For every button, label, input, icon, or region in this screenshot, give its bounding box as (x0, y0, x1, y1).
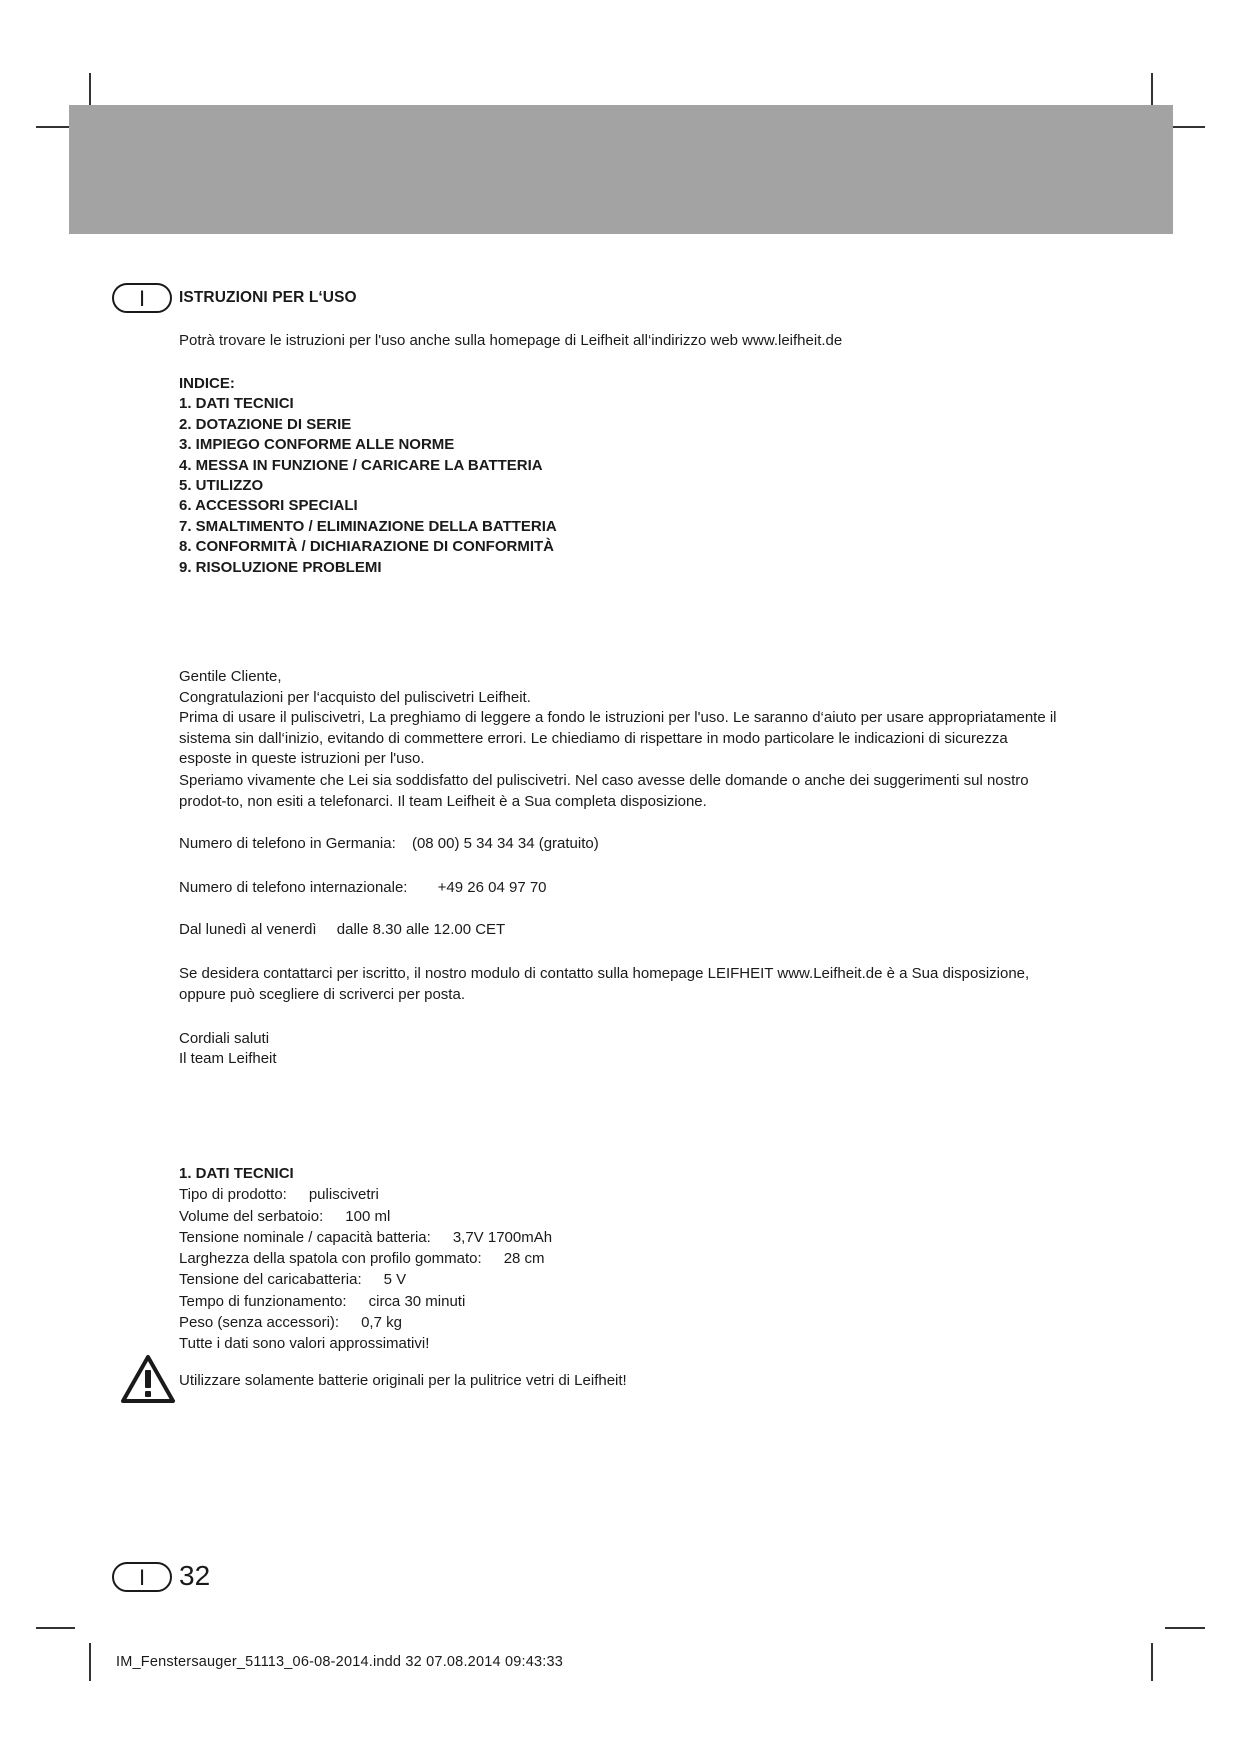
business-hours (179, 920, 505, 941)
header-band (69, 105, 1173, 234)
letter-congrats: Congratulazioni per l‘acquisto del puliscivetri Leifheit. (179, 689, 531, 706)
letter-signature: Il team Leifheit (179, 1050, 277, 1067)
letter-paragraph-1: Prima di usare il puliscivetri, La preghiamo di leggere a fondo le istruzioni per l'uso. Le saranno d‘aiuto per usare appropriatamente il sistema sin dall‘inizio, evitando di commettere errori. Le chiediamo di rispettare in modo particolare le indicazioni di sicurezza esposte in queste istruzioni per l'uso. (179, 709, 1057, 767)
page-language-code: I (138, 1565, 146, 1590)
warning-text: Utilizzare solamente batterie originali per la pulitrice vetri di Leifheit! (179, 1372, 627, 1389)
warning-icon (120, 1354, 176, 1409)
toc-item: 1. DATI TECNICI (179, 395, 294, 413)
spec-row (179, 1269, 552, 1290)
page-number: 32 (179, 1560, 211, 1591)
spec-value: puliscivetri (308, 1186, 379, 1204)
phone-germany (179, 834, 599, 855)
spec-value: circa 30 minuti (368, 1292, 466, 1310)
contact-paragraph: Se desidera contattarci per iscritto, il nostro modulo di contatto sulla homepage LEIFHEIT www.Leifheit.de è a Sua disposizione, oppure può scegliere di scriverci per posta. (179, 965, 1030, 1003)
toc-item: 8. CONFORMITÀ / DICHIARAZIONE DI CONFORMITÀ (179, 538, 554, 556)
toc-item: 7. SMALTIMENTO / ELIMINAZIONE DELLA BATTERIA (179, 517, 557, 535)
toc-item: 5. UTILIZZO (179, 477, 264, 495)
business-hours-label: Dal lunedì al venerdì (179, 921, 317, 938)
spec-label: Volume del serbatoio: (179, 1207, 324, 1225)
toc-item: 4. MESSA IN FUNZIONE / CARICARE LA BATTERIA (179, 456, 543, 474)
spec-label: Tensione del caricabatteria: (179, 1271, 362, 1289)
language-badge (111, 282, 173, 314)
page-language-badge-icon (111, 1561, 173, 1593)
print-footer: IM_Fenstersauger_51113_06-08-2014.indd 32 07.08.2014 09:43:33 (116, 1654, 564, 1670)
phone-international (179, 878, 547, 899)
spec-value: 0,7 kg (361, 1314, 402, 1332)
spec-row (179, 1312, 552, 1333)
spec-label: Tempo di funzionamento: (179, 1292, 347, 1310)
crop-mark-bottom-left-horizontal (36, 1627, 75, 1629)
technical-data (179, 1163, 552, 1355)
crop-mark-bottom-left-vertical (89, 1643, 91, 1681)
toc-item: 6. ACCESSORI SPECIALI (179, 497, 358, 515)
page-language-badge (111, 1561, 173, 1593)
phone-international-value: +49 26 04 97 70 (437, 879, 547, 896)
spec-label: Tipo di prodotto: (179, 1186, 287, 1204)
spec-value: 28 cm (503, 1250, 545, 1268)
spec-row (179, 1291, 552, 1312)
toc-item: 2. DOTAZIONE DI SERIE (179, 415, 352, 433)
spec-label: Larghezza della spatola con profilo gommato: (179, 1250, 482, 1268)
toc-heading: INDICE: (179, 375, 235, 392)
phone-germany-label: Numero di telefono in Germania: (179, 835, 396, 852)
letter-closing: Cordiali saluti (179, 1030, 270, 1047)
phone-international-label: Numero di telefono internazionale: (179, 879, 408, 896)
letter-greeting: Gentile Cliente, (179, 668, 282, 685)
toc-item: 9. RISOLUZIONE PROBLEMI (179, 558, 382, 576)
spec-value: 5 V (383, 1271, 407, 1289)
spec-value: 3,7V 1700mAh (452, 1228, 553, 1246)
spec-row (179, 1184, 552, 1205)
spec-label: Peso (senza accessori): (179, 1314, 340, 1332)
spec-value: 100 ml (345, 1207, 391, 1225)
specs-note: Tutte i dati sono valori approssimativi! (179, 1335, 430, 1353)
table-of-contents (179, 374, 557, 578)
spec-row (179, 1227, 552, 1248)
specs-heading: 1. DATI TECNICI (179, 1165, 294, 1182)
spec-label: Tensione nominale / capacità batteria: (179, 1228, 431, 1246)
phone-germany-value: (08 00) 5 34 34 34 (gratuito) (411, 835, 599, 852)
spec-row (179, 1206, 552, 1227)
language-code: I (138, 286, 146, 311)
spec-row (179, 1248, 552, 1269)
section-title: ISTRUZIONI PER L‘USO (179, 289, 357, 306)
language-badge-icon (111, 282, 173, 314)
crop-mark-bottom-right-vertical (1151, 1643, 1153, 1681)
toc-item: 3. IMPIEGO CONFORME ALLE NORME (179, 436, 455, 454)
crop-mark-bottom-right-horizontal (1165, 1627, 1205, 1629)
business-hours-value: dalle 8.30 alle 12.00 CET (336, 921, 506, 938)
letter-paragraph-2: Speriamo vivamente che Lei sia soddisfatto del puliscivetri. Nel caso avesse delle domande o anche dei suggerimenti sul nostro prodot-to, non esiti a telefonarci. Il team Leifheit è a Sua completa disposizione. (179, 772, 1029, 810)
intro-text: Potrà trovare le istruzioni per l'uso anche sulla homepage di Leifheit all‘indirizzo web www.leifheit.de (179, 332, 843, 349)
